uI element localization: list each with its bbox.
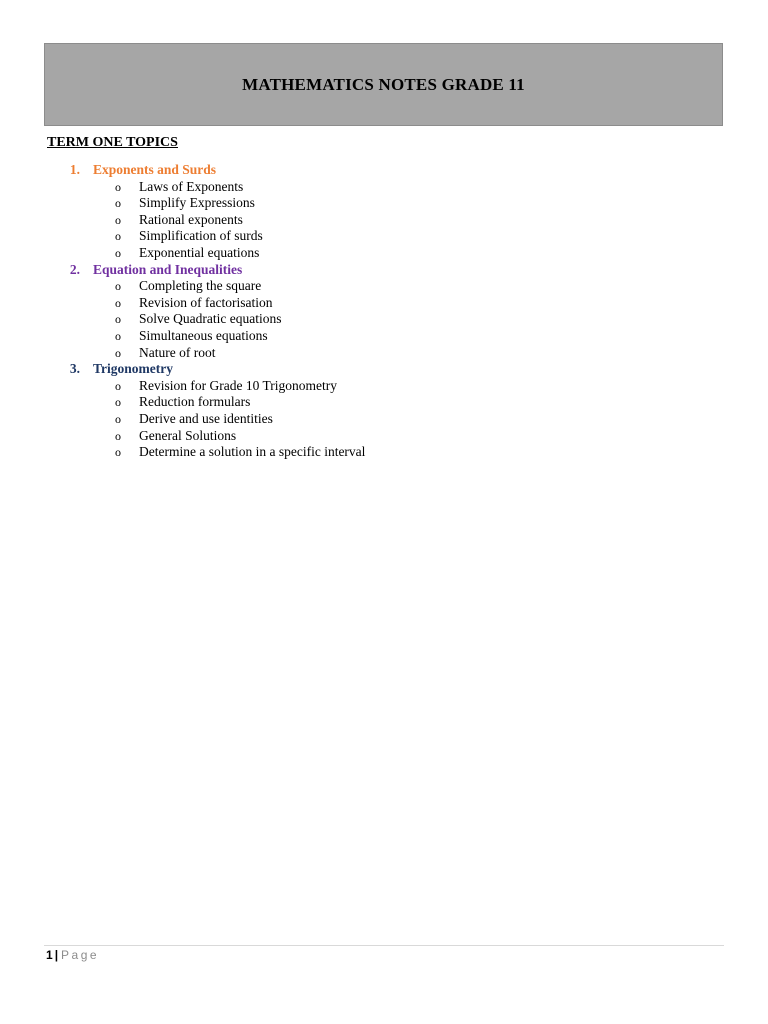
list-item bbox=[0, 179, 768, 196]
bullet-icon: o bbox=[115, 279, 121, 294]
topic-list bbox=[0, 162, 768, 461]
page-label: Page bbox=[61, 948, 100, 962]
footer-separator: | bbox=[54, 948, 59, 962]
list-item-text: Exponential equations bbox=[139, 244, 260, 260]
topic-section bbox=[0, 262, 768, 362]
list-item bbox=[0, 428, 768, 445]
list-item-text: General Solutions bbox=[139, 427, 237, 443]
list-item bbox=[0, 295, 768, 312]
list-item bbox=[0, 345, 768, 362]
list-item-text: Laws of Exponents bbox=[139, 178, 244, 194]
page-number: 1 bbox=[46, 948, 53, 962]
bullet-icon: o bbox=[115, 345, 121, 360]
bullet-icon: o bbox=[115, 411, 121, 426]
bullet-icon: o bbox=[115, 295, 121, 310]
bullet-icon: o bbox=[115, 445, 121, 460]
bullet-icon: o bbox=[115, 229, 121, 244]
term-heading: TERM ONE TOPICS bbox=[47, 135, 178, 150]
list-item bbox=[0, 278, 768, 295]
list-item bbox=[0, 328, 768, 345]
topic-number: 2. bbox=[69, 261, 80, 277]
topic-heading bbox=[0, 262, 768, 279]
list-item-text: Simplify Expressions bbox=[139, 195, 255, 211]
list-item bbox=[0, 394, 768, 411]
list-item-text: Completing the square bbox=[139, 278, 262, 294]
list-item bbox=[0, 411, 768, 428]
title-banner bbox=[44, 43, 723, 126]
bullet-icon: o bbox=[115, 245, 121, 260]
topic-section bbox=[0, 162, 768, 262]
bullet-icon: o bbox=[115, 179, 121, 194]
topic-title: Equation and Inequalities bbox=[93, 261, 243, 277]
list-item-text: Revision for Grade 10 Trigonometry bbox=[139, 377, 337, 393]
list-item-text: Determine a solution in a specific interval bbox=[139, 444, 366, 460]
list-item-text: Reduction formulars bbox=[139, 394, 251, 410]
bullet-icon: o bbox=[115, 212, 121, 227]
bullet-icon: o bbox=[115, 196, 121, 211]
list-item-text: Rational exponents bbox=[139, 211, 243, 227]
list-item bbox=[0, 311, 768, 328]
list-item bbox=[0, 378, 768, 395]
topic-title: Trigonometry bbox=[93, 361, 173, 377]
list-item bbox=[0, 212, 768, 229]
list-item bbox=[0, 245, 768, 262]
list-item bbox=[0, 228, 768, 245]
bullet-icon: o bbox=[115, 328, 121, 343]
page-footer bbox=[46, 948, 99, 962]
list-item-text: Simplification of surds bbox=[139, 228, 263, 244]
topic-number: 3. bbox=[69, 361, 80, 377]
topic-number: 1. bbox=[69, 162, 80, 177]
list-item-text: Simultaneous equations bbox=[139, 327, 268, 343]
list-item-text: Derive and use identities bbox=[139, 410, 273, 426]
list-item-text: Solve Quadratic equations bbox=[139, 311, 282, 327]
footer-divider bbox=[44, 945, 724, 946]
bullet-icon: o bbox=[115, 378, 121, 393]
bullet-icon: o bbox=[115, 395, 121, 410]
bullet-icon: o bbox=[115, 428, 121, 443]
topic-section bbox=[0, 361, 768, 461]
topic-heading bbox=[0, 162, 768, 179]
list-item bbox=[0, 195, 768, 212]
list-item-text: Nature of root bbox=[139, 344, 216, 360]
topic-title: Exponents and Surds bbox=[93, 162, 217, 177]
topic-heading bbox=[0, 361, 768, 378]
list-item-text: Revision of factorisation bbox=[139, 294, 273, 310]
bullet-icon: o bbox=[115, 312, 121, 327]
list-item bbox=[0, 444, 768, 461]
document-title: MATHEMATICS NOTES GRADE 11 bbox=[242, 74, 525, 94]
